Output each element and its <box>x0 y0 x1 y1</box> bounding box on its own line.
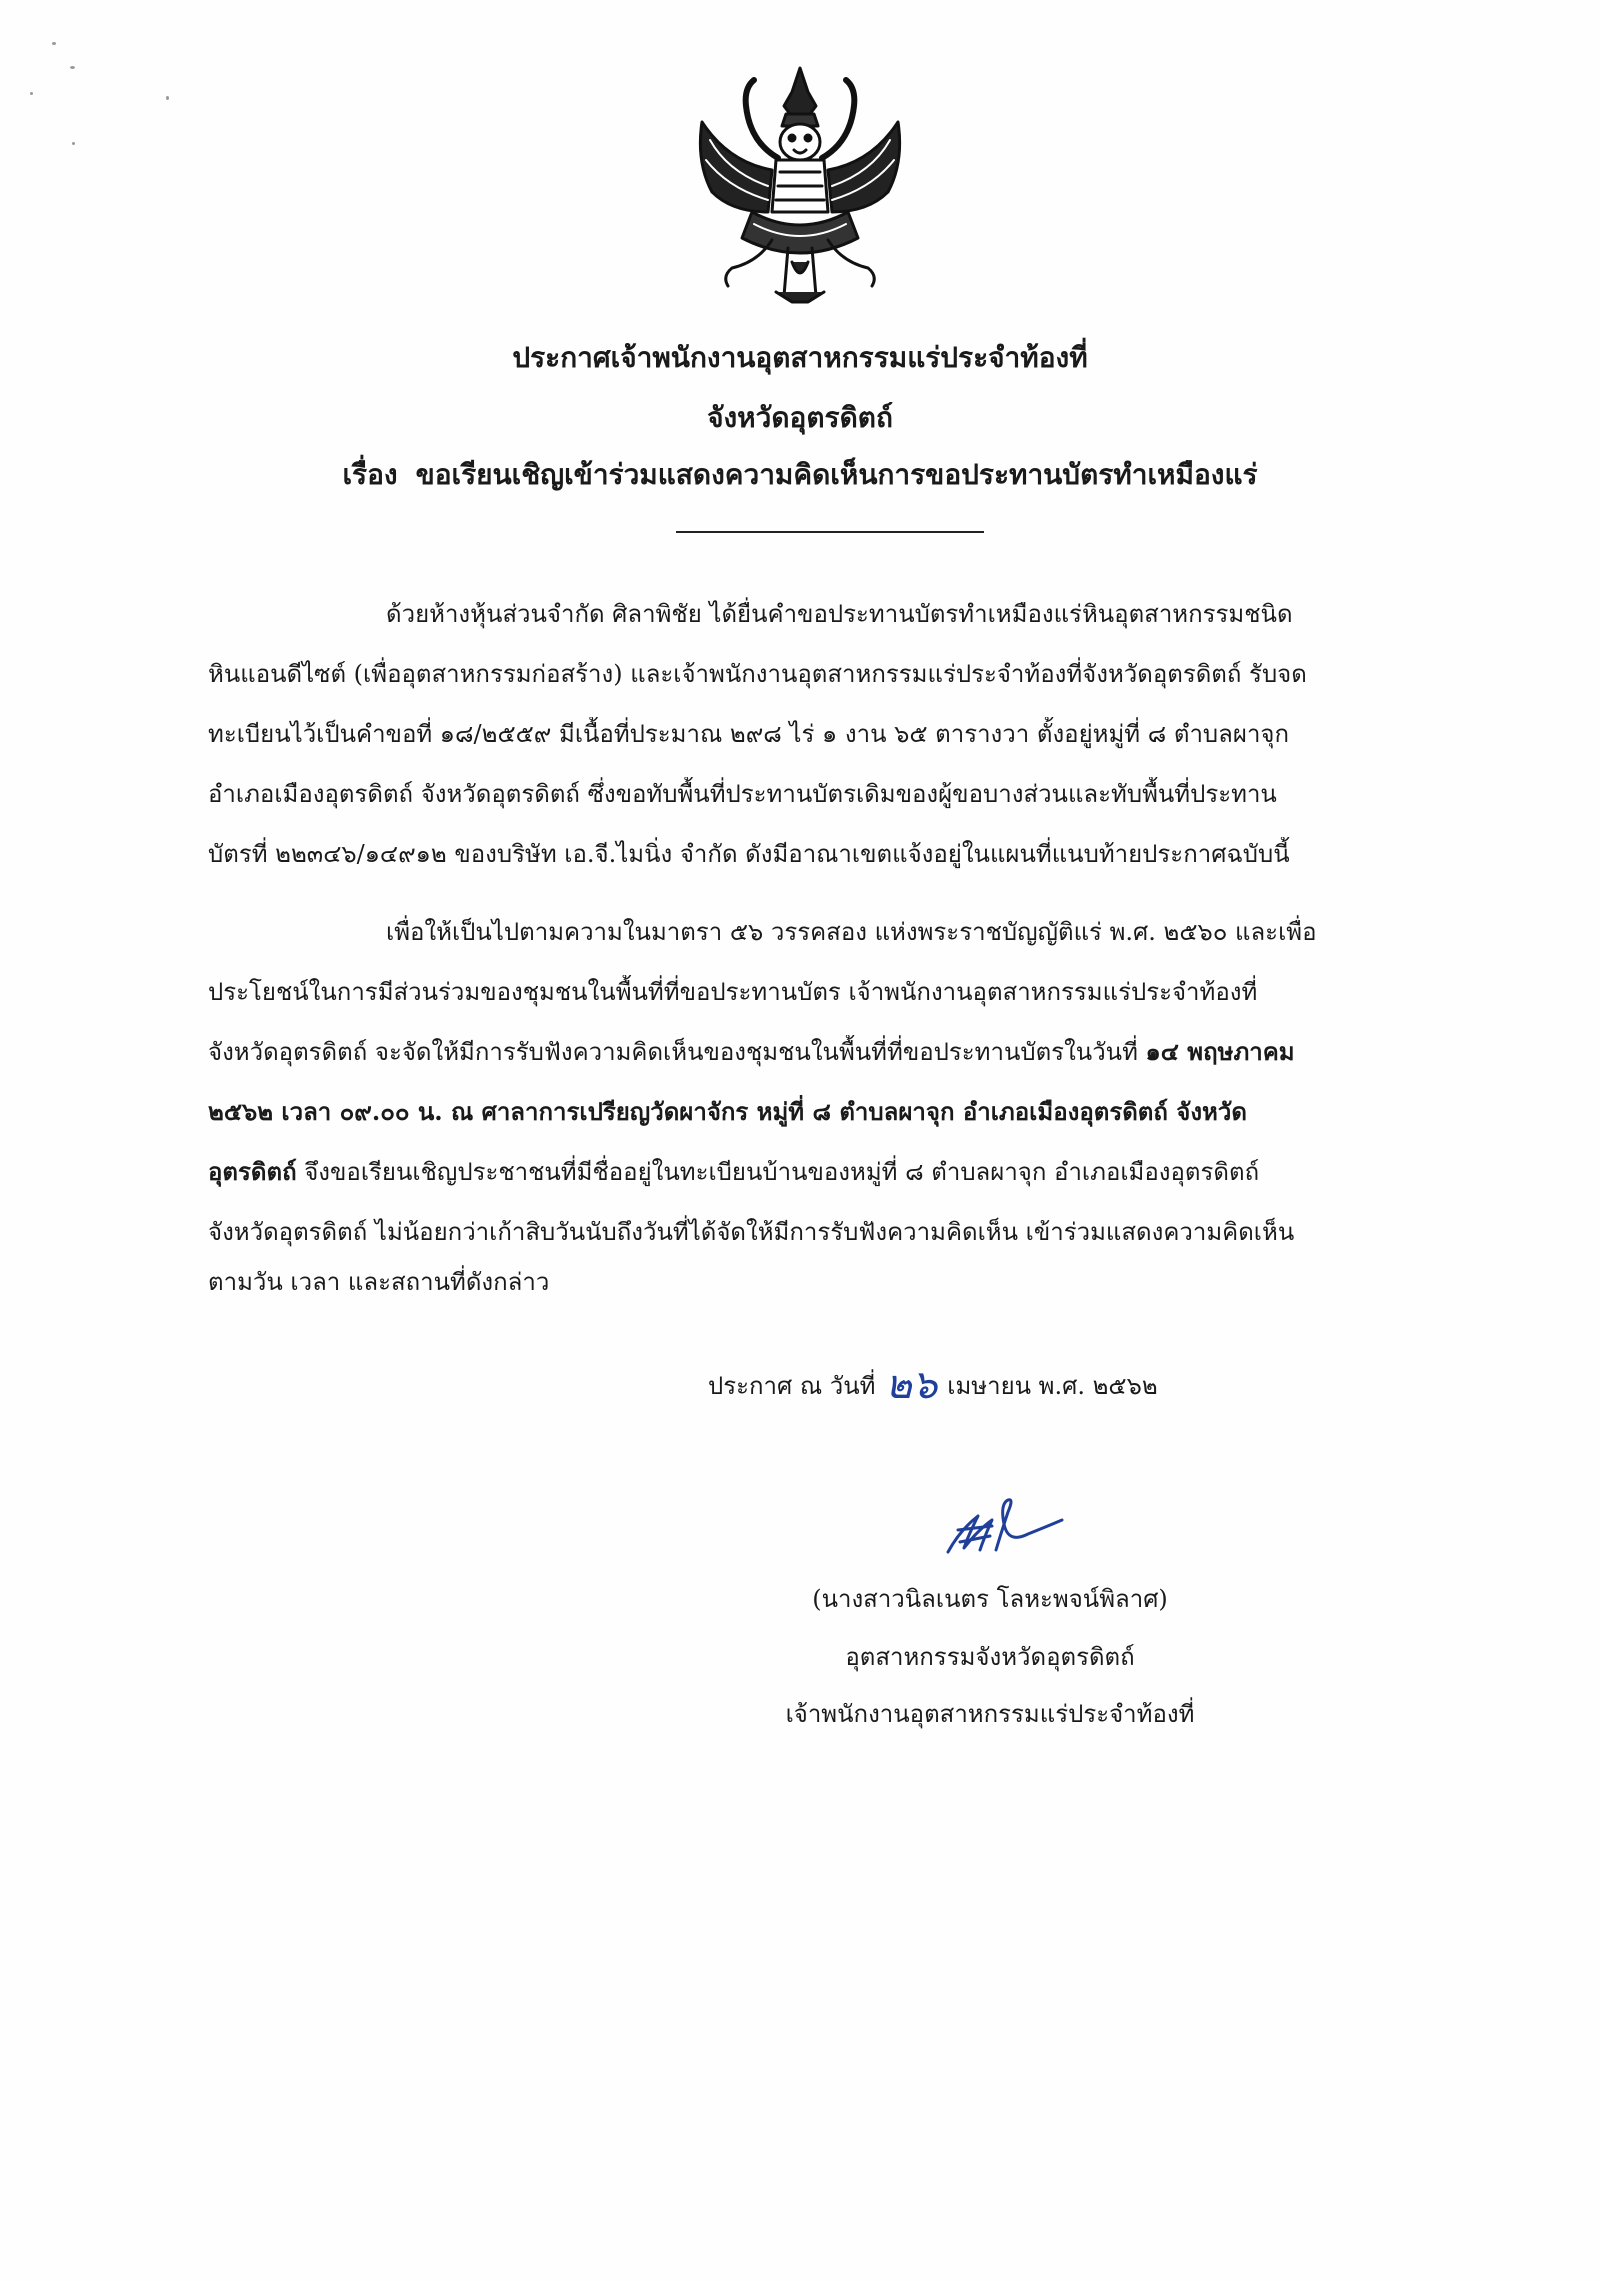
signatory-name: (นางสาวนิลเนตร โลหะพจน์พิลาศ) <box>812 1585 1168 1613</box>
date-prefix: ประกาศ ณ วันที่ <box>708 1372 876 1400</box>
paragraph1-line: บัตรที่ ๒๒๓๔๖/๑๔๙๑๒ ของบริษัท เอ.จี.ไมนิ่ง จำกัด ดังมีอาณาเขตแจ้งอยู่ในแผนที่แนบท้ายประกาศฉบับนี้ <box>208 840 1290 868</box>
paragraph2-line: เพื่อให้เป็นไปตามความในมาตรา ๕๖ วรรคสอง แห่งพระราชบัญญัติแร่ พ.ศ. ๒๕๖๐ และเพื่อ <box>386 918 1317 946</box>
date-month-year: เมษายน พ.ศ. ๒๕๖๒ <box>947 1372 1158 1400</box>
paragraph1-line: ทะเบียนไว้เป็นคำขอที่ ๑๘/๒๕๕๙ มีเนื้อที่ประมาณ ๒๙๘ ไร่ ๑ งาน ๖๕ ตารางวา ตั้งอยู่หมู่ที่ ๘ ตำบลผาจุก <box>208 720 1290 748</box>
page-title: ประกาศเจ้าพนักงานอุตสาหกรรมแร่ประจำท้องที่ <box>512 341 1088 374</box>
paragraph2-text: จังหวัดอุตรดิตถ์ จะจัดให้มีการรับฟังความคิดเห็นของชุมชนในพื้นที่ที่ขอประทานบัตรในวันที่ <box>208 1038 1146 1066</box>
title-divider <box>676 531 984 533</box>
paragraph2-line <box>208 1155 1466 1189</box>
scan-speck <box>72 142 75 145</box>
handwritten-day: ๒๖ <box>885 1362 938 1408</box>
subject-label: เรื่อง <box>342 458 398 491</box>
signatory-position: เจ้าพนักงานอุตสาหกรรมแร่ประจำท้องที่ <box>785 1700 1195 1728</box>
paragraph1-line: ด้วยห้างหุ้นส่วนจำกัด ศิลาพิชัย ได้ยื่นคำขอประทานบัตรทำเหมืองแร่หินอุตสาหกรรมชนิด <box>386 600 1293 628</box>
paragraph1-line: หินแอนดีไซต์ (เพื่ออุตสาหกรรมก่อสร้าง) และเจ้าพนักงานอุตสาหกรรมแร่ประจำท้องที่จังหวัดอุตรดิตถ์ รับจด <box>208 660 1307 688</box>
paragraph2-line: ประโยชน์ในการมีส่วนร่วมของชุมชนในพื้นที่ที่ขอประทานบัตร เจ้าพนักงานอุตสาหกรรมแร่ประจำท้องที่ <box>208 978 1258 1006</box>
scan-speck <box>70 66 75 69</box>
paragraph2-line: ตามวัน เวลา และสถานที่ดังกล่าว <box>208 1268 550 1296</box>
meeting-time-place: ๒๕๖๒ เวลา ๐๙.๐๐ น. ณ ศาลาการเปรียญวัดผาจักร หมู่ที่ ๘ ตำบลผาจุก อำเภอเมืองอุตรดิตถ์ จังหวัด <box>208 1097 1247 1126</box>
paragraph2-line: จังหวัดอุตรดิตถ์ ไม่น้อยกว่าเก้าสิบวันนับถึงวันที่ได้จัดให้มีการรับฟังความคิดเห็น เข้าร่วมแสดงความคิดเห็น <box>208 1218 1295 1246</box>
scan-speck <box>166 96 169 100</box>
scan-speck <box>52 42 56 45</box>
announcement-date <box>708 1362 1158 1408</box>
paragraph2-text: จึงขอเรียนเชิญประชาชนที่มีชื่ออยู่ในทะเบียนบ้านของหมู่ที่ ๘ ตำบลผาจุก อำเภอเมืองอุตรดิตถ์ <box>296 1158 1260 1186</box>
meeting-province: อุตรดิตถ์ <box>208 1157 297 1186</box>
scan-speck <box>30 92 33 95</box>
province-title: จังหวัดอุตรดิตถ์ <box>707 401 893 434</box>
subject-line <box>0 455 1600 495</box>
meeting-date: ๑๔ พฤษภาคม <box>1145 1037 1295 1066</box>
paragraph2-line <box>208 1035 1466 1069</box>
garuda-emblem-icon <box>688 62 912 312</box>
subject-text: ขอเรียนเชิญเข้าร่วมแสดงความคิดเห็นการขอประทานบัตรทำเหมืองแร่ <box>415 458 1258 491</box>
paragraph1-line: อำเภอเมืองอุตรดิตถ์ จังหวัดอุตรดิตถ์ ซึ่งขอทับพื้นที่ประทานบัตรเดิมของผู้ขอบางส่วนและทับพื้นที่ประทาน <box>208 780 1277 808</box>
signatory-position: อุตสาหกรรมจังหวัดอุตรดิตถ์ <box>845 1643 1135 1671</box>
signature-icon <box>938 1490 1068 1570</box>
